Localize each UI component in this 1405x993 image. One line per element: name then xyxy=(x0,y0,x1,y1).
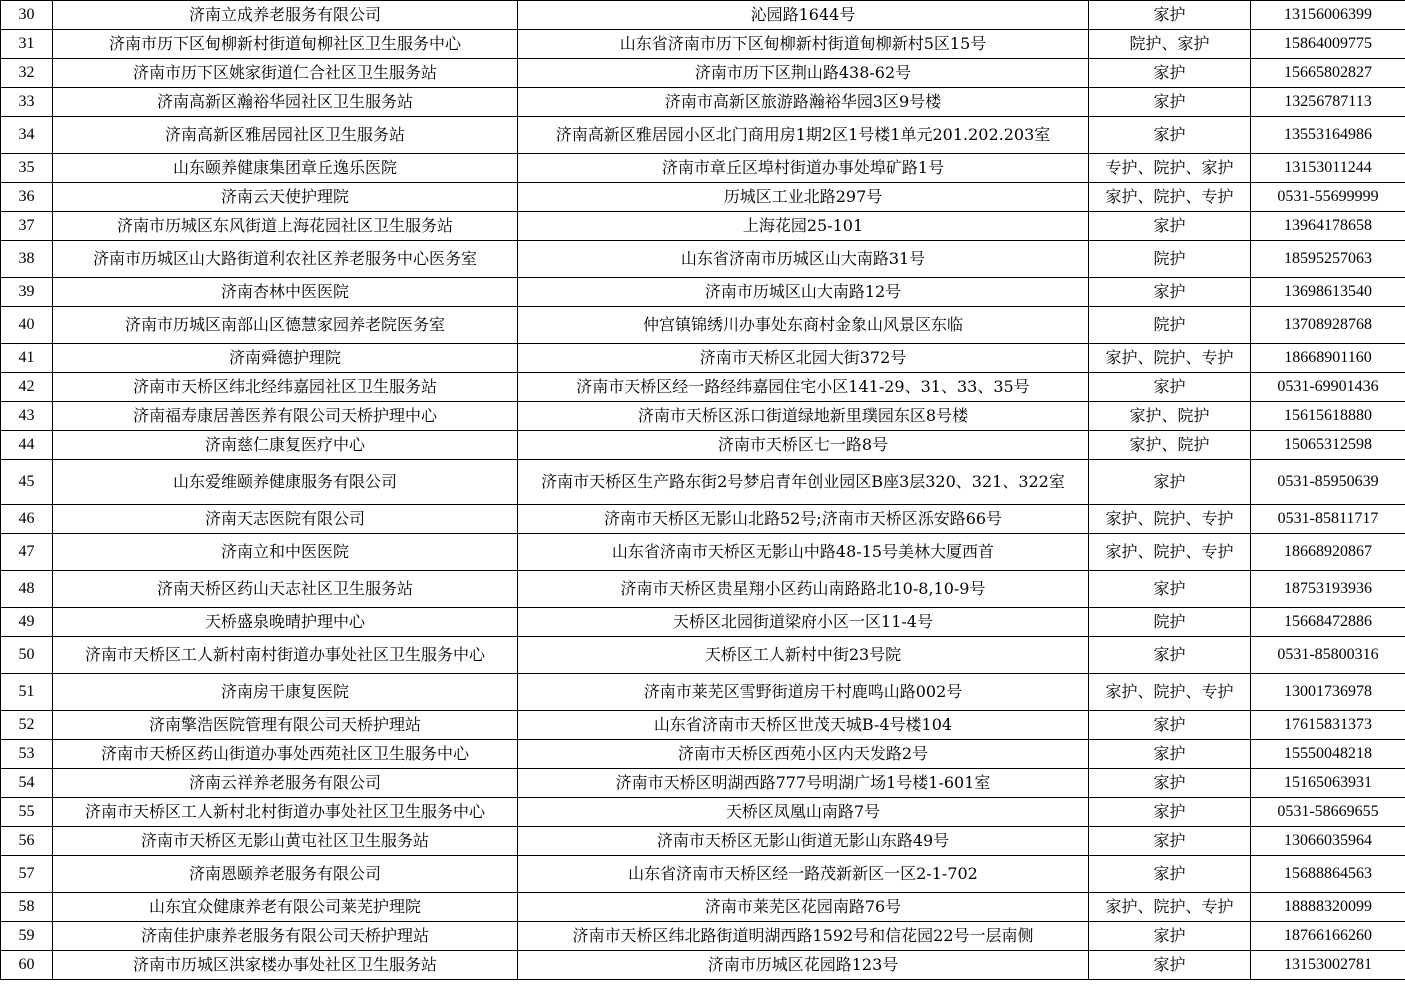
address-cell: 济南市天桥区无影山北路52号;济南市天桥区泺安路66号 xyxy=(518,505,1089,534)
address-cell: 天桥区北园街道梁府小区一区11-4号 xyxy=(518,608,1089,637)
table-row xyxy=(1,241,1405,278)
row-number-cell: 45 xyxy=(1,460,53,505)
row-number-cell: 51 xyxy=(1,674,53,711)
table-row xyxy=(1,856,1405,893)
service-type-cell: 院护 xyxy=(1089,608,1251,637)
service-type-cell: 家护 xyxy=(1089,637,1251,674)
table-row xyxy=(1,711,1405,740)
service-type-cell: 家护、院护、专护 xyxy=(1089,183,1251,212)
table-row xyxy=(1,88,1405,117)
table-row xyxy=(1,922,1405,951)
service-type-cell: 家护、院护 xyxy=(1089,431,1251,460)
table-row xyxy=(1,608,1405,637)
service-type-cell: 家护 xyxy=(1089,571,1251,608)
phone-cell: 18888320099 xyxy=(1251,893,1405,922)
phone-cell: 18595257063 xyxy=(1251,241,1405,278)
phone-cell: 15550048218 xyxy=(1251,740,1405,769)
institution-name-cell: 济南杏林中医医院 xyxy=(53,278,518,307)
address-cell: 济南市莱芜区雪野街道房干村鹿鸣山路002号 xyxy=(518,674,1089,711)
address-cell: 天桥区凤凰山南路7号 xyxy=(518,798,1089,827)
address-cell: 山东省济南市天桥区世茂天城B-4号楼104 xyxy=(518,711,1089,740)
institution-name-cell: 济南市历城区南部山区德慧家园养老院医务室 xyxy=(53,307,518,344)
service-type-cell: 家护 xyxy=(1089,711,1251,740)
service-type-cell: 家护 xyxy=(1089,769,1251,798)
institution-name-cell: 济南慈仁康复医疗中心 xyxy=(53,431,518,460)
address-cell: 历城区工业北路297号 xyxy=(518,183,1089,212)
row-number-cell: 57 xyxy=(1,856,53,893)
row-number-cell: 33 xyxy=(1,88,53,117)
institution-name-cell: 山东颐养健康集团章丘逸乐医院 xyxy=(53,154,518,183)
phone-cell: 0531-85800316 xyxy=(1251,637,1405,674)
table-row xyxy=(1,571,1405,608)
address-cell: 天桥区工人新村中街23号院 xyxy=(518,637,1089,674)
address-cell: 山东省济南市历下区甸柳新村街道甸柳新村5区15号 xyxy=(518,30,1089,59)
address-cell: 济南市高新区旅游路瀚裕华园3区9号楼 xyxy=(518,88,1089,117)
service-type-cell: 家护、院护 xyxy=(1089,402,1251,431)
service-type-cell: 家护 xyxy=(1089,951,1251,980)
table-row xyxy=(1,505,1405,534)
row-number-cell: 50 xyxy=(1,637,53,674)
institution-name-cell: 济南市天桥区药山街道办事处西苑社区卫生服务中心 xyxy=(53,740,518,769)
address-cell: 仲宫镇锦绣川办事处东商村金象山风景区东临 xyxy=(518,307,1089,344)
institution-name-cell: 济南云祥养老服务有限公司 xyxy=(53,769,518,798)
table-row xyxy=(1,183,1405,212)
institution-name-cell: 济南市天桥区无影山黄屯社区卫生服务站 xyxy=(53,827,518,856)
row-number-cell: 47 xyxy=(1,534,53,571)
table-row xyxy=(1,278,1405,307)
institution-name-cell: 济南高新区雅居园社区卫生服务站 xyxy=(53,117,518,154)
phone-cell: 0531-85950639 xyxy=(1251,460,1405,505)
service-type-cell: 家护 xyxy=(1089,922,1251,951)
address-cell: 济南市天桥区纬北路街道明湖西路1592号和信花园22号一层南侧 xyxy=(518,922,1089,951)
row-number-cell: 52 xyxy=(1,711,53,740)
address-cell: 济南市历城区山大南路12号 xyxy=(518,278,1089,307)
service-type-cell: 家护、院护、专护 xyxy=(1089,505,1251,534)
row-number-cell: 32 xyxy=(1,59,53,88)
service-type-cell: 家护、院护、专护 xyxy=(1089,534,1251,571)
row-number-cell: 55 xyxy=(1,798,53,827)
service-type-cell: 院护 xyxy=(1089,307,1251,344)
table-row xyxy=(1,951,1405,980)
service-type-cell: 家护 xyxy=(1089,278,1251,307)
phone-cell: 13156006399 xyxy=(1251,1,1405,30)
address-cell: 济南市天桥区无影山街道无影山东路49号 xyxy=(518,827,1089,856)
address-cell: 济南市天桥区经一路经纬嘉园住宅小区141-29、31、33、35号 xyxy=(518,373,1089,402)
address-cell: 济南市历下区荆山路438-62号 xyxy=(518,59,1089,88)
phone-cell: 13553164986 xyxy=(1251,117,1405,154)
row-number-cell: 30 xyxy=(1,1,53,30)
institution-name-cell: 济南市天桥区工人新村北村街道办事处社区卫生服务中心 xyxy=(53,798,518,827)
row-number-cell: 40 xyxy=(1,307,53,344)
table-row xyxy=(1,740,1405,769)
address-cell: 济南市天桥区泺口街道绿地新里璞园东区8号楼 xyxy=(518,402,1089,431)
address-cell: 上海花园25-101 xyxy=(518,212,1089,241)
service-type-cell: 院护 xyxy=(1089,241,1251,278)
phone-cell: 13066035964 xyxy=(1251,827,1405,856)
institution-name-cell: 济南立和中医医院 xyxy=(53,534,518,571)
service-type-cell: 家护 xyxy=(1089,827,1251,856)
institution-name-cell: 山东爱维颐养健康服务有限公司 xyxy=(53,460,518,505)
table-row xyxy=(1,827,1405,856)
table-row xyxy=(1,344,1405,373)
phone-cell: 13698613540 xyxy=(1251,278,1405,307)
service-type-cell: 家护 xyxy=(1089,88,1251,117)
service-type-cell: 家护 xyxy=(1089,117,1251,154)
address-cell: 济南市章丘区埠村街道办事处埠矿路1号 xyxy=(518,154,1089,183)
table-row xyxy=(1,154,1405,183)
row-number-cell: 37 xyxy=(1,212,53,241)
institution-name-cell: 济南福寿康居善医养有限公司天桥护理中心 xyxy=(53,402,518,431)
service-type-cell: 家护 xyxy=(1089,856,1251,893)
institution-name-cell: 济南恩颐养老服务有限公司 xyxy=(53,856,518,893)
address-cell: 济南市天桥区七一路8号 xyxy=(518,431,1089,460)
phone-cell: 13256787113 xyxy=(1251,88,1405,117)
service-type-cell: 家护、院护、专护 xyxy=(1089,344,1251,373)
row-number-cell: 49 xyxy=(1,608,53,637)
row-number-cell: 59 xyxy=(1,922,53,951)
address-cell: 济南市历城区花园路123号 xyxy=(518,951,1089,980)
institution-name-cell: 山东宜众健康养老有限公司莱芜护理院 xyxy=(53,893,518,922)
institution-name-cell: 济南市天桥区工人新村南村街道办事处社区卫生服务中心 xyxy=(53,637,518,674)
institution-name-cell: 济南云天使护理院 xyxy=(53,183,518,212)
row-number-cell: 34 xyxy=(1,117,53,154)
phone-cell: 15615618880 xyxy=(1251,402,1405,431)
institution-name-cell: 济南市天桥区纬北经纬嘉园社区卫生服务站 xyxy=(53,373,518,402)
address-cell: 山东省济南市天桥区无影山中路48-15号美林大厦西首 xyxy=(518,534,1089,571)
service-type-cell: 家护、院护、专护 xyxy=(1089,893,1251,922)
table-row xyxy=(1,402,1405,431)
phone-cell: 13153011244 xyxy=(1251,154,1405,183)
table-row xyxy=(1,59,1405,88)
institution-name-cell: 济南市历城区山大路街道利农社区养老服务中心医务室 xyxy=(53,241,518,278)
table-row xyxy=(1,373,1405,402)
row-number-cell: 38 xyxy=(1,241,53,278)
table-row xyxy=(1,307,1405,344)
service-type-cell: 专护、院护、家护 xyxy=(1089,154,1251,183)
address-cell: 济南市莱芜区花园南路76号 xyxy=(518,893,1089,922)
phone-cell: 15665802827 xyxy=(1251,59,1405,88)
row-number-cell: 42 xyxy=(1,373,53,402)
table-row xyxy=(1,1,1405,30)
phone-cell: 15668472886 xyxy=(1251,608,1405,637)
service-type-cell: 家护、院护、专护 xyxy=(1089,674,1251,711)
service-type-cell: 院护、家护 xyxy=(1089,30,1251,59)
table-row xyxy=(1,117,1405,154)
institution-name-cell: 济南房干康复医院 xyxy=(53,674,518,711)
address-cell: 济南市天桥区北园大街372号 xyxy=(518,344,1089,373)
service-type-cell: 家护 xyxy=(1089,460,1251,505)
phone-cell: 0531-55699999 xyxy=(1251,183,1405,212)
address-cell: 沁园路1644号 xyxy=(518,1,1089,30)
service-type-cell: 家护 xyxy=(1089,1,1251,30)
phone-cell: 0531-58669655 xyxy=(1251,798,1405,827)
row-number-cell: 31 xyxy=(1,30,53,59)
table-row xyxy=(1,534,1405,571)
row-number-cell: 35 xyxy=(1,154,53,183)
row-number-cell: 58 xyxy=(1,893,53,922)
row-number-cell: 41 xyxy=(1,344,53,373)
phone-cell: 18668901160 xyxy=(1251,344,1405,373)
address-cell: 济南市天桥区贵星翔小区药山南路路北10-8,10-9号 xyxy=(518,571,1089,608)
table-row xyxy=(1,460,1405,505)
phone-cell: 15864009775 xyxy=(1251,30,1405,59)
institution-name-cell: 济南高新区瀚裕华园社区卫生服务站 xyxy=(53,88,518,117)
table-row xyxy=(1,798,1405,827)
institution-name-cell: 济南擎浩医院管理有限公司天桥护理站 xyxy=(53,711,518,740)
phone-cell: 0531-69901436 xyxy=(1251,373,1405,402)
table-row xyxy=(1,637,1405,674)
phone-cell: 15165063931 xyxy=(1251,769,1405,798)
service-type-cell: 家护 xyxy=(1089,740,1251,769)
institution-name-cell: 济南市历城区洪家楼办事处社区卫生服务站 xyxy=(53,951,518,980)
institution-name-cell: 济南市历下区甸柳新村街道甸柳社区卫生服务中心 xyxy=(53,30,518,59)
phone-cell: 15065312598 xyxy=(1251,431,1405,460)
table-row xyxy=(1,769,1405,798)
service-type-cell: 家护 xyxy=(1089,373,1251,402)
row-number-cell: 44 xyxy=(1,431,53,460)
phone-cell: 13964178658 xyxy=(1251,212,1405,241)
table-row xyxy=(1,30,1405,59)
address-cell: 济南高新区雅居园小区北门商用房1期2区1号楼1单元201.202.203室 xyxy=(518,117,1089,154)
row-number-cell: 39 xyxy=(1,278,53,307)
institution-name-cell: 济南佳护康养老服务有限公司天桥护理站 xyxy=(53,922,518,951)
table-row xyxy=(1,212,1405,241)
institution-name-cell: 济南舜德护理院 xyxy=(53,344,518,373)
row-number-cell: 56 xyxy=(1,827,53,856)
address-cell: 济南市天桥区生产路东街2号梦启青年创业园区B座3层320、321、322室 xyxy=(518,460,1089,505)
table-row xyxy=(1,893,1405,922)
row-number-cell: 46 xyxy=(1,505,53,534)
phone-cell: 13153002781 xyxy=(1251,951,1405,980)
row-number-cell: 53 xyxy=(1,740,53,769)
phone-cell: 18766166260 xyxy=(1251,922,1405,951)
institution-name-cell: 济南天志医院有限公司 xyxy=(53,505,518,534)
row-number-cell: 48 xyxy=(1,571,53,608)
table-row xyxy=(1,674,1405,711)
address-cell: 山东省济南市历城区山大南路31号 xyxy=(518,241,1089,278)
phone-cell: 0531-85811717 xyxy=(1251,505,1405,534)
institution-name-cell: 天桥盛泉晚晴护理中心 xyxy=(53,608,518,637)
phone-cell: 18668920867 xyxy=(1251,534,1405,571)
phone-cell: 15688864563 xyxy=(1251,856,1405,893)
row-number-cell: 60 xyxy=(1,951,53,980)
address-cell: 济南市天桥区西苑小区内天发路2号 xyxy=(518,740,1089,769)
phone-cell: 17615831373 xyxy=(1251,711,1405,740)
service-type-cell: 家护 xyxy=(1089,212,1251,241)
institution-name-cell: 济南立成养老服务有限公司 xyxy=(53,1,518,30)
phone-cell: 18753193936 xyxy=(1251,571,1405,608)
phone-cell: 13708928768 xyxy=(1251,307,1405,344)
row-number-cell: 54 xyxy=(1,769,53,798)
service-type-cell: 家护 xyxy=(1089,798,1251,827)
institution-name-cell: 济南市历下区姚家街道仁合社区卫生服务站 xyxy=(53,59,518,88)
service-type-cell: 家护 xyxy=(1089,59,1251,88)
address-cell: 济南市天桥区明湖西路777号明湖广场1号楼1-601室 xyxy=(518,769,1089,798)
row-number-cell: 43 xyxy=(1,402,53,431)
address-cell: 山东省济南市天桥区经一路茂新新区一区2-1-702 xyxy=(518,856,1089,893)
institution-name-cell: 济南市历城区东风街道上海花园社区卫生服务站 xyxy=(53,212,518,241)
row-number-cell: 36 xyxy=(1,183,53,212)
table-body xyxy=(1,1,1405,980)
phone-cell: 13001736978 xyxy=(1251,674,1405,711)
table-row xyxy=(1,431,1405,460)
institution-name-cell: 济南天桥区药山天志社区卫生服务站 xyxy=(53,571,518,608)
